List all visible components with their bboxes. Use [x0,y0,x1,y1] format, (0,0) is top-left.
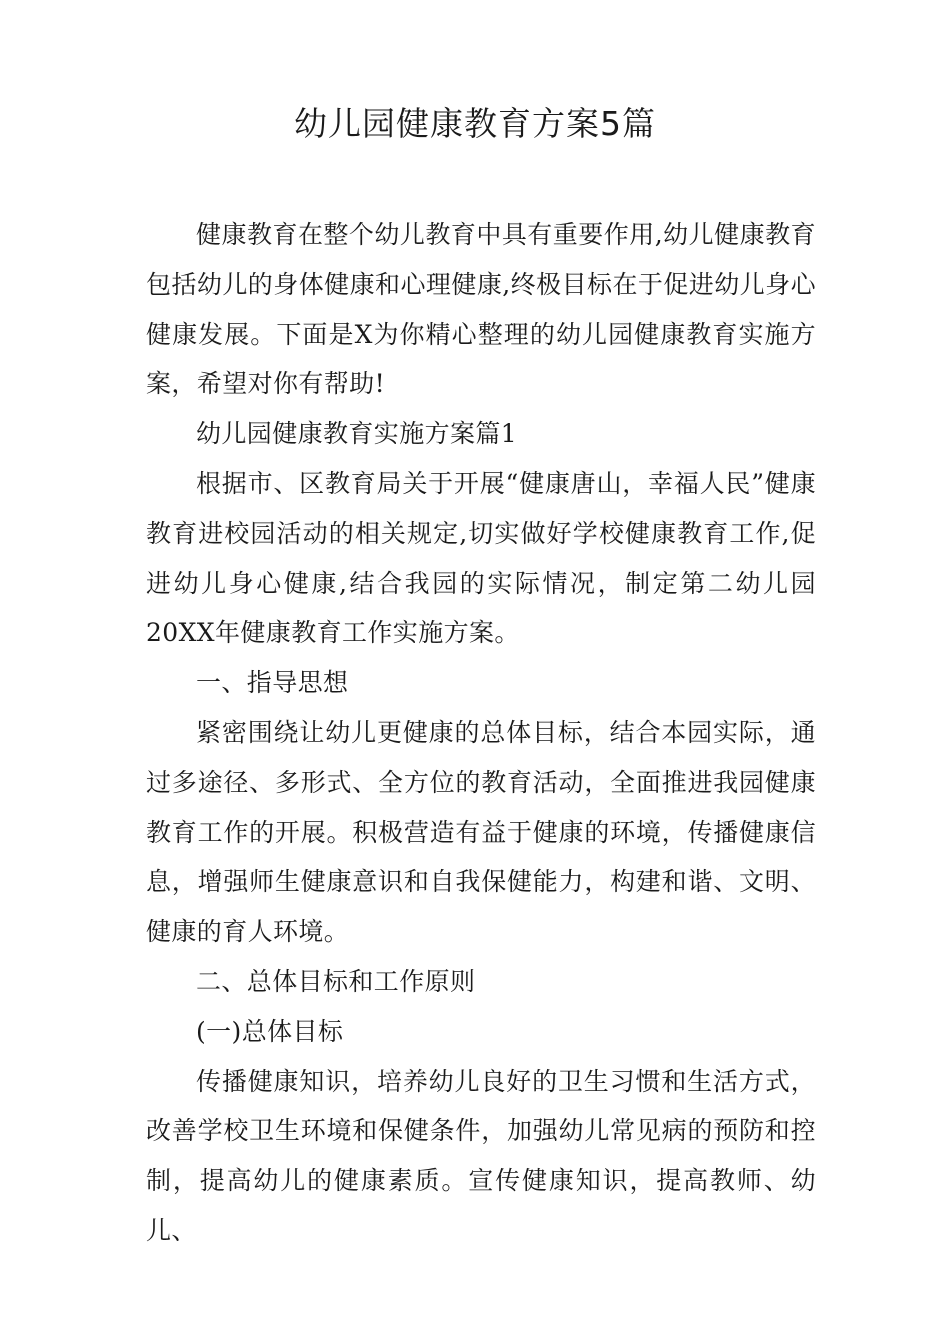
intro-paragraph: 健康教育在整个幼儿教育中具有重要作用,幼儿健康教育包括幼儿的身体健康和心理健康,终极目标在于促进幼儿身心健康发展。下面是X为你精心整理的幼儿园健康教育实施方案，希望对你有帮助! [146,220,816,399]
body-paragraph: 紧密围绕让幼儿更健康的总体目标，结合本园实际，通过多途径、多形式、全方位的教育活动，全面推进我园健康教育工作的开展。积极营造有益于健康的环境，传播健康信息，增强师生健康意识和自我保健能力，构建和谐、文明、健康的育人环境。 [146,717,816,947]
document-title: 幼儿园健康教育方案5篇 [294,104,656,143]
section-heading-guiding-ideology: 一、指导思想 [196,668,349,698]
body-paragraph: 传播健康知识，培养幼儿良好的卫生习惯和生活方式，改善学校卫生环境和保健条件，加强幼儿常见病的预防和控制，提高幼儿的健康素质。宣传健康知识，提高教师、幼儿、 [146,1066,816,1245]
subsection-heading-overall-goal: (一)总体目标 [196,1016,344,1046]
section-heading-plan-1: 幼儿园健康教育实施方案篇1 [196,419,518,449]
section-heading-goals-principles: 二、总体目标和工作原则 [196,966,476,996]
document-body [146,210,816,1256]
body-paragraph: 根据市、区教育局关于开展“健康唐山，幸福人民”健康教育进校园活动的相关规定,切实做好学校健康教育工作,促进幼儿身心健康,结合我园的实际情况，制定第二幼儿园20XX年健康教育工作实施方案。 [146,468,816,648]
